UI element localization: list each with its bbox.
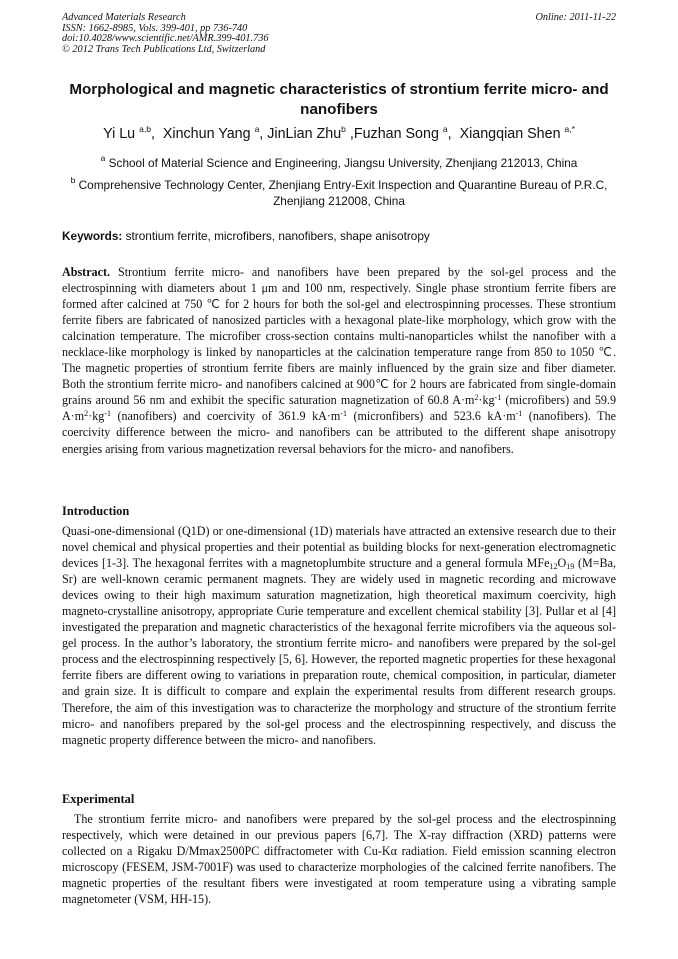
affiliation-b: [62, 177, 616, 209]
journal-name: Advanced Materials Research: [62, 12, 186, 23]
author-name: JinLian Zhu: [267, 126, 342, 142]
text-run: (M=Ba, Sr) are well-known ceramic permanent magnets. They are widely used in magnetic recording and microwave devices owing to their high maximum saturation magnetization, high theoretical maximum coercivity, high magneto-crystalline anisotropy, appropriate Curie temperature and excellent chemical stability [3]. Pullar et al [4] investigated the preparation and magnetic characteristics of the hexagonal ferrite microfibers via the aqueous sol-gel process. In the author’s laboratory, the strontium ferrite micro- and nanofibers were prepared by the sol-gel process and the electrospinning respectively [5, 6]. However, the reported magnetic properties for these hexagonal ferrite fibers are different owing to variations in preparation route, chemical composition, in particular, diameter and grain size. It is difficult to compare and explain the experimental results from different research groups. Therefore, the aim of this investigation was to characterize the morphology and structure of the strontium ferrite micro- and nanofibers prepared by the sol-gel process and the electrospinning respectively, and discuss the magnetic property difference between the micro- and nanofibers.: [62, 556, 616, 747]
author-name: Yi Lu: [103, 126, 136, 142]
abstract-label: Abstract.: [62, 265, 111, 279]
online-date: Online: 2011-11-22: [535, 12, 616, 23]
author-affiliation-mark: b: [341, 124, 346, 134]
journal-issn: ISSN: 1662-8985, Vols. 399-401, pp 736-740: [62, 22, 248, 34]
keywords-label: Keywords:: [62, 229, 123, 243]
abstract: [62, 264, 616, 457]
text-run: (micronfibers) and 523.6 kA·m: [346, 409, 516, 424]
author-affiliation-mark: a,b: [139, 124, 151, 134]
superscript: -1: [104, 409, 111, 419]
affiliation-text: School of Material Science and Engineering, Jiangsu University, Zhenjiang 212013, China: [108, 156, 578, 170]
text-run: (nanofibers). The coercivity difference between the micro- and nanofibers can be attributed to the different shape anisotropy energies arising from various magnetization reversal behaviors for the micro- and nanofibers.: [62, 409, 616, 456]
section-heading-introduction: Introduction: [62, 504, 130, 518]
text-run: Strontium ferrite micro- and nanofibers have been prepared by the sol-gel process and the electrospinning with diameters about 1 μm and 100 nm, respectively. Single phase strontium ferrite fibers are formed after calcined at 750 ℃ for 2 hours for both the sol-gel and electrospinning processes. These strontium ferrite fibers are fabricated of nanosized particles with a hexagonal plate-like morphology, which grow with the calcination temperature. The microfiber cross-section contains multi-nanoparticles whilst the nanofiber with a necklace-like morphology is linked by nanoparticles at the calcination temperature range from 850 to 1050 ℃. The magnetic properties of strontium ferrite fibers are mainly influenced by the grain size and fiber diameter. Both the strontium ferrite micro- and nanofibers calcined at 900℃ for 2 hours are fabricated from single-domain grains around 56 nm and exhibit the specific saturation magnetization of 60.8 A·m: [62, 265, 616, 408]
author-name: Xinchun Yang: [162, 126, 251, 142]
subscript: 19: [566, 562, 575, 572]
text-run: O: [557, 556, 567, 571]
superscript: 2: [474, 393, 479, 403]
subscript: 12: [549, 562, 558, 572]
introduction-text: [62, 523, 616, 748]
superscript: -1: [515, 409, 523, 419]
journal-doi: doi:10.4028/www.scientific.net/AMR.399-401.736: [62, 33, 269, 45]
experimental-text: The strontium ferrite micro- and nanofibers were prepared by the sol-gel process and the electrospinning respectively, which were detained in our previous papers [6,7]. The X-ray diffraction (XRD) patterns were collected on a Rigaku D/Mmax2500PC diffractometer with Cu-Kα radiation. Field emission scanning electron microscopy (FESEM, JSM-7001F) was used to characterize morphologies of the calcined ferrite nanofibers. The magnetic properties of the resultant fibers were investigated at room temperature using a vibrating sample magnetometer (VSM, HH-15).: [62, 812, 616, 907]
journal-copyright: © 2012 Trans Tech Publications Ltd, Switzerland: [62, 43, 266, 55]
journal-header: [62, 13, 616, 55]
author-name: Xiangqian Shen: [459, 126, 561, 142]
text-run: ·kg: [88, 409, 105, 424]
text-run: Quasi-one-dimensional (Q1D) or one-dimensional (1D) materials have attracted an extensive research due to their novel chemical and physical properties and their potential as building blocks for next-generation electromagnetic devices [1-3]. The hexagonal ferrites with a magnetoplumbite structure and a general formula MFe: [62, 524, 616, 571]
superscript: -1: [340, 409, 347, 419]
affiliation-a: [62, 155, 616, 171]
section-heading-experimental: Experimental: [62, 792, 135, 806]
text-run: ·kg: [478, 393, 495, 408]
superscript: 2: [84, 409, 89, 419]
author-name: Fuzhan Song: [353, 126, 439, 142]
author-affiliation-mark: a: [254, 124, 260, 134]
affiliation-text: Comprehensive Technology Center, Zhenjiang Entry-Exit Inspection and Quarantine Bureau of P.R.C, Zhenjiang 212008, China: [78, 178, 608, 208]
superscript: -1: [494, 393, 502, 403]
keywords-text: strontium ferrite, microfibers, nanofibers, shape anisotropy: [125, 229, 430, 243]
author-affiliation-mark: a,*: [564, 124, 575, 134]
keywords: [62, 228, 616, 244]
abstract-text: [62, 265, 616, 456]
text-run: (microfibers) and 59.9 A·m: [62, 393, 616, 424]
author-list: Yi Lu $^{a,b}$, Xinchun Yang $^a$, JinLian Zhu$^b$ ,Fuzhan Song $^a$, Xiangqian Shen $^{a,*}$: [103, 124, 575, 142]
paper-title: Morphological and magnetic characteristics of strontium ferrite micro- and nanofibers: [69, 81, 609, 118]
text-run: (nanofibers) and coercivity of 361.9 kA·m: [110, 409, 341, 424]
author-affiliation-mark: a: [442, 124, 448, 134]
affiliation-mark: b: [70, 175, 76, 185]
affiliation-mark: a: [100, 153, 106, 163]
